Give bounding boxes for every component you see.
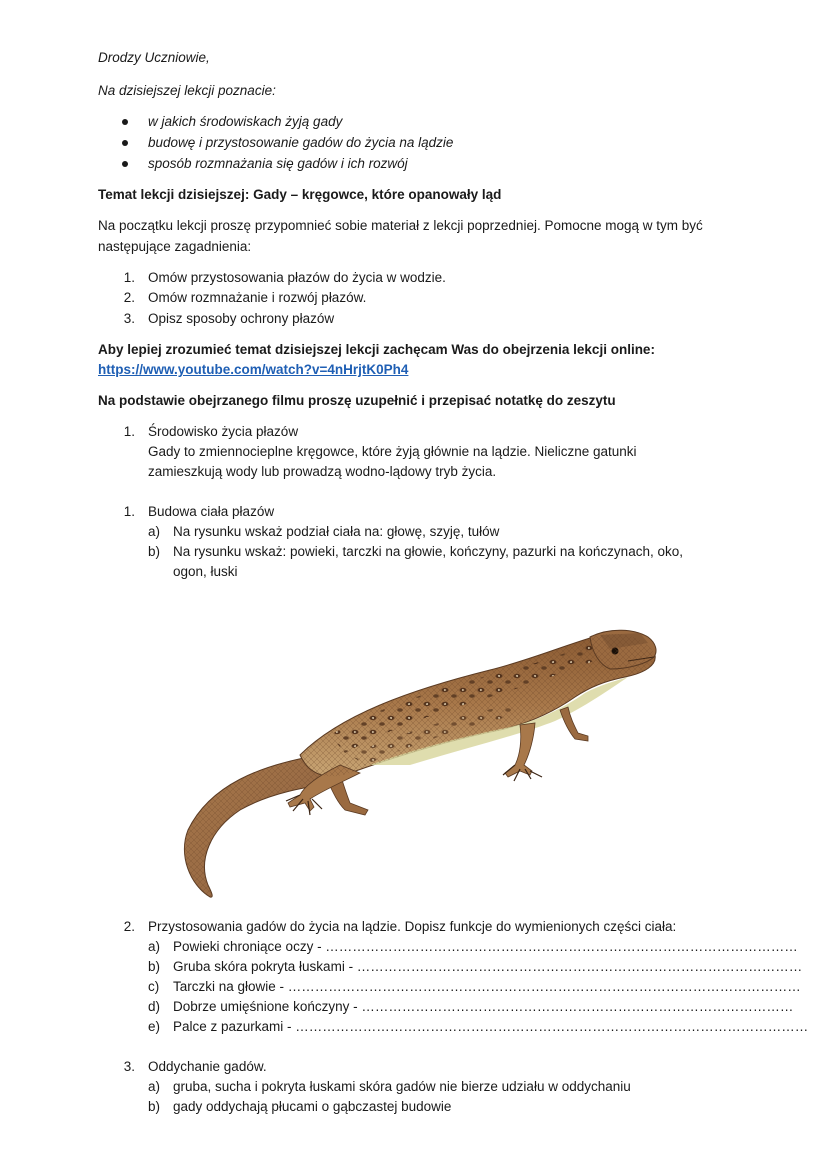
bullet-icon — [122, 140, 128, 146]
lesson-topic: Temat lekcji dzisiejszej: Gady – kręgowce, które opanowały ląd — [98, 187, 502, 202]
section-title: Przystosowania gadów do życia na lądzie. Dopisz funkcje do wymienionych części ciała: — [148, 919, 677, 934]
list-number: 1. — [123, 424, 135, 439]
sub-item: Na rysunku wskaż: powieki, tarczki na głowie, kończyny, pazurki na kończynach, oko, — [173, 544, 683, 559]
item-letter: c) — [148, 979, 160, 994]
item-letter: e) — [148, 1019, 161, 1034]
video-intro: Aby lepiej zrozumieć temat dzisiejszej lekcji zachęcam Was do obejrzenia lekcji online: — [98, 342, 655, 357]
list-number: 2. — [123, 290, 135, 305]
item-letter: b) — [148, 1099, 161, 1114]
list-number: 3. — [123, 311, 135, 326]
sub-item: gruba, sucha i pokryta łuskami skóra gadów nie bierze udziału w oddychaniu — [173, 1079, 631, 1094]
review-item: Opisz sposoby ochrony płazów — [148, 311, 335, 326]
goal-item: budowę i przystosowanie gadów do życia na lądzie — [148, 135, 454, 150]
review-item: Omów rozmnażanie i rozwój płazów. — [148, 290, 367, 305]
list-number: 1. — [123, 504, 135, 519]
item-letter: a) — [148, 939, 161, 954]
fill-in-line: Palce z pazurkami - …………………………………………………………………………………………………… — [173, 1019, 809, 1034]
video-link[interactable]: https://www.youtube.com/watch?v=4nHrjtK0Ph4 — [98, 362, 409, 377]
list-number: 1. — [123, 270, 135, 285]
bullet-icon — [122, 161, 128, 167]
goal-item: sposób rozmnażania się gadów i ich rozwój — [148, 156, 408, 171]
item-letter: b) — [148, 544, 161, 559]
review-intro: Na początku lekcji proszę przypomnieć sobie materiał z lekcji poprzedniej. Pomocne mogą w tym być — [98, 218, 703, 233]
item-letter: a) — [148, 1079, 161, 1094]
review-intro: następujące zagadnienia: — [98, 239, 252, 254]
section-title: Budowa ciała płazów — [148, 504, 275, 519]
section-title: Oddychanie gadów. — [148, 1059, 267, 1074]
sub-item: gady oddychają płucami o gąbczastej budowie — [173, 1099, 452, 1114]
section-title: Środowisko życia płazów — [148, 424, 299, 439]
review-item: Omów przystosowania płazów do życia w wodzie. — [148, 270, 446, 285]
item-letter: b) — [148, 959, 161, 974]
list-number: 3. — [123, 1059, 135, 1074]
section-text: Gady to zmiennocieplne kręgowce, które żyją głównie na lądzie. Nieliczne gatunki — [148, 444, 637, 459]
intro-text: Na dzisiejszej lekcji poznacie: — [98, 83, 276, 98]
lizard-illustration — [170, 615, 670, 905]
fill-in-line: Dobrze umięśnione kończyny - …………………………………………………………………………………… — [173, 999, 794, 1014]
item-letter: d) — [148, 999, 161, 1014]
goal-item: w jakich środowiskach żyją gady — [148, 114, 343, 129]
note-instruction: Na podstawie obejrzanego filmu proszę uzupełnić i przepisać notatkę do zeszytu — [98, 393, 616, 408]
item-letter: a) — [148, 524, 161, 539]
bullet-icon — [122, 119, 128, 125]
fill-in-line: Powieki chroniące oczy - …………………………………………………………………………………………… — [173, 939, 798, 954]
sub-item: Na rysunku wskaż podział ciała na: głowę, szyję, tułów — [173, 524, 500, 539]
sub-item-continued: ogon, łuski — [173, 564, 238, 579]
greeting: Drodzy Uczniowie, — [98, 50, 210, 65]
list-number: 2. — [123, 919, 135, 934]
section-text: zamieszkują wody lub prowadzą wodno-lądowy tryb życia. — [148, 464, 497, 479]
fill-in-line: Gruba skóra pokryta łuskami - ……………………………………………………………………………………… — [173, 959, 803, 974]
fill-in-line: Tarczki na głowie - …………………………………………………………………………………………………… — [173, 979, 801, 994]
